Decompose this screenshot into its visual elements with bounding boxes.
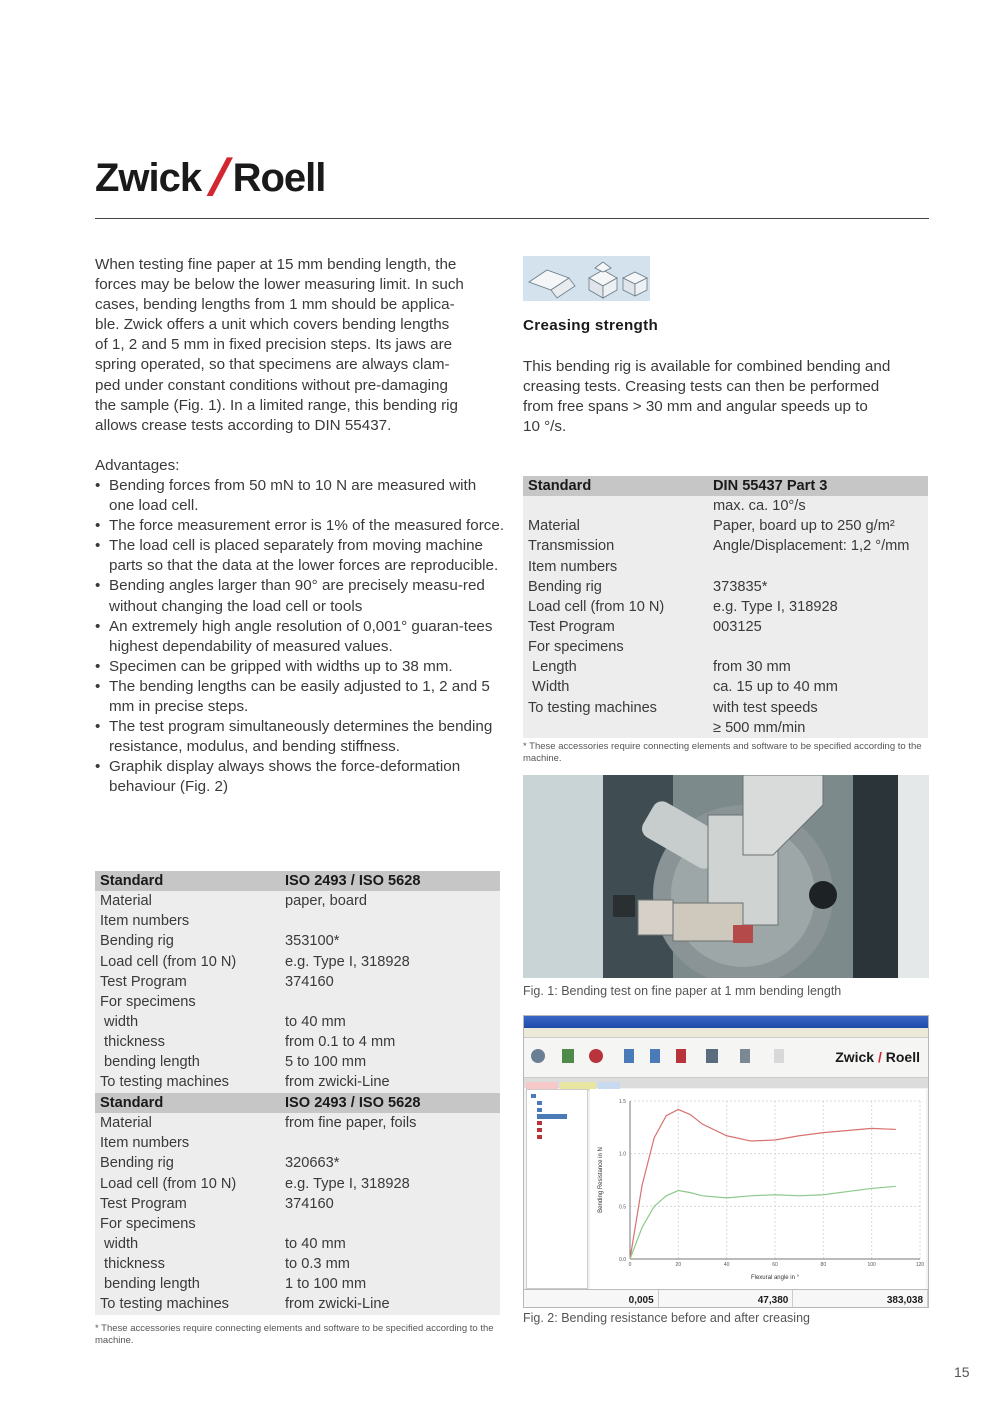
spec-row	[95, 1174, 500, 1194]
spec-value: 5 to 100 mm	[285, 1054, 367, 1071]
spec-key: Item numbers	[100, 913, 190, 930]
logo-roell: Roell	[232, 155, 326, 200]
window-titlebar	[524, 1016, 928, 1028]
spec-key: Test Program	[100, 1195, 187, 1212]
advantages-list	[95, 476, 505, 798]
spec-value: to 40 mm	[285, 1013, 346, 1030]
spec-table-1	[95, 871, 500, 1093]
spec-row	[95, 1153, 500, 1173]
spec-row	[523, 637, 928, 657]
fig2-caption: Fig. 2: Bending resistance before and after creasing	[523, 1311, 810, 1325]
screen-logo-zwick: Zwick	[835, 1049, 875, 1065]
spec-key: Bending rig	[528, 578, 602, 595]
status-value-3: 383,038	[886, 1295, 924, 1306]
spec-row	[523, 516, 928, 536]
advantage-item: • The force measurement error is 1% of the measured force.	[95, 516, 505, 536]
spec-value: 374160	[285, 973, 334, 990]
spec-row	[95, 1254, 500, 1274]
status-cell-2	[659, 1290, 794, 1307]
spec-table-2	[95, 1093, 500, 1315]
footnote-right: * These accessories require connecting elements and software to be specified according to the machine.	[523, 741, 922, 764]
advantage-item: • An extremely high angle resolution of 0,001° guaran-tees highest dependability of measured values.	[95, 617, 505, 657]
spec-value: 320663*	[285, 1155, 340, 1172]
intro-line: allows crease tests according to DIN 55437.	[95, 416, 392, 434]
footnote-left: * These accessories require connecting elements and software to be specified according to the machine.	[95, 1323, 494, 1346]
spec-key: Test Program	[100, 973, 187, 990]
spec-key: thickness	[100, 1034, 165, 1051]
fig1-caption: Fig. 1: Bending test on fine paper at 1 mm bending length	[523, 984, 842, 998]
spec-row	[95, 1274, 500, 1294]
spec-table-creasing	[523, 476, 928, 738]
spec-row	[95, 1052, 500, 1072]
spec-value: Paper, board up to 250 g/m²	[713, 518, 895, 535]
series-line-1	[630, 1109, 896, 1259]
spec-key: Width	[528, 679, 570, 696]
spec-key: Length	[528, 659, 577, 676]
spec-value: 373835*	[713, 578, 768, 595]
x-tick-label: 40	[723, 1262, 730, 1268]
spec-row	[95, 1234, 500, 1254]
spec-key: Bending rig	[100, 933, 174, 950]
spec-row	[95, 931, 500, 951]
intro-line: cases, bending lengths from 1 mm should be applica-	[95, 296, 455, 314]
zwick-roell-logo	[95, 150, 325, 206]
spec-key: Item numbers	[528, 558, 618, 575]
fig2-chart	[590, 1089, 926, 1289]
window-toolbar	[524, 1038, 928, 1078]
x-tick-label: 20	[675, 1262, 682, 1268]
advantage-item: • The load cell is placed separately from moving machine parts so that the data at the lower forces are reproducible.	[95, 536, 505, 576]
spec-row	[95, 1133, 500, 1153]
intro-column	[95, 255, 505, 797]
spec-key: To testing machines	[100, 1296, 229, 1313]
spec-value: Angle/Displacement: 1,2 °/mm	[713, 538, 910, 555]
intro-line: spring operated, so that specimens are always clam-	[95, 356, 450, 374]
spec-key: width	[100, 1235, 139, 1252]
spec-row	[523, 617, 928, 637]
spec-value: e.g. Type I, 318928	[285, 953, 410, 970]
spec-row	[95, 911, 500, 931]
x-tick-label: 60	[772, 1262, 778, 1268]
intro-line: ped under constant conditions without pre-damaging	[95, 376, 448, 394]
advantage-item: • The test program simultaneously determines the bending resistance, modulus, and bending stiffness.	[95, 717, 505, 757]
spec-value: to 0.3 mm	[285, 1256, 350, 1273]
spec-row	[95, 1194, 500, 1214]
spec-key	[523, 718, 713, 738]
spec-key: Test Program	[528, 618, 615, 635]
spec-value: with test speeds	[713, 699, 818, 716]
spec-value: paper, board	[285, 893, 367, 910]
spec-header-row	[523, 476, 928, 496]
intro-line: of 1, 2 and 5 mm in fixed precision steps. Its jaws are	[95, 336, 453, 354]
creasing-line: from free spans > 30 mm and angular speeds up to	[523, 398, 868, 416]
advantage-item: • Specimen can be gripped with widths up to 38 mm.	[95, 657, 505, 677]
spec-key: For specimens	[100, 993, 196, 1010]
advantage-item: • Bending angles larger than 90° are precisely measu-red without changing the load cell or tools	[95, 576, 505, 616]
spec-value: from 30 mm	[713, 659, 791, 676]
spec-value: 353100*	[285, 933, 340, 950]
x-axis-label: Flexural angle in °	[750, 1275, 800, 1281]
page-number: 15	[954, 1364, 970, 1380]
creasing-line: creasing tests. Creasing tests can then be performed	[523, 378, 880, 396]
intro-line: forces may be below the lower measuring limit. In such	[95, 276, 464, 294]
creasing-line: 10 °/s.	[523, 418, 567, 436]
spec-header-value: ISO 2493 / ISO 5628	[285, 873, 421, 889]
spec-row	[523, 577, 928, 597]
spec-row	[523, 677, 928, 697]
x-tick-label: 80	[820, 1262, 827, 1268]
logo-zwick: Zwick	[95, 155, 202, 200]
x-tick-label: 100	[867, 1262, 876, 1268]
spec-value: from fine paper, foils	[285, 1115, 417, 1132]
status-cell-1	[524, 1290, 659, 1307]
advantage-item: • The bending lengths can be easily adjusted to 1, 2 and 5 mm in precise steps.	[95, 677, 505, 717]
spec-header-value: ISO 2493 / ISO 5628	[285, 1095, 421, 1111]
spec-key: Load cell (from 10 N)	[100, 1175, 237, 1192]
spec-row	[523, 718, 928, 738]
intro-line: When testing fine paper at 15 mm bending length, the	[95, 256, 457, 273]
status-cell-3	[793, 1290, 928, 1307]
spec-value: ca. 15 up to 40 mm	[713, 679, 838, 696]
spec-key: thickness	[100, 1256, 165, 1273]
spec-row	[95, 891, 500, 911]
spec-row	[95, 992, 500, 1012]
spec-key: bending length	[100, 1054, 200, 1071]
spec-key: Material	[100, 1115, 152, 1132]
x-tick-label: 120	[915, 1262, 925, 1268]
intro-line: the sample (Fig. 1). In a limited range, this bending rig	[95, 396, 458, 414]
spec-value: from zwicki-Line	[285, 1074, 390, 1091]
spec-key: Material	[100, 893, 152, 910]
spec-row	[523, 557, 928, 577]
status-value-2: 47,380	[757, 1295, 789, 1306]
spec-row	[523, 496, 928, 516]
bending-chart-svg	[590, 1089, 926, 1289]
spec-row	[523, 698, 928, 718]
spec-key: To testing machines	[100, 1074, 229, 1091]
spec-header-key: Standard	[528, 478, 592, 494]
fig2-software-screenshot	[523, 1015, 929, 1308]
creasing-illustration-icon	[523, 256, 650, 301]
fig1-photo	[523, 775, 929, 978]
x-tick-label: 0	[628, 1262, 632, 1268]
spec-key: Bending rig	[100, 1155, 174, 1172]
intro-paragraph	[95, 255, 505, 436]
logo-slash: /	[207, 149, 229, 207]
spec-value: from 0.1 to 4 mm	[285, 1034, 396, 1051]
spec-value: e.g. Type I, 318928	[285, 1175, 410, 1192]
screen-logo: Zwick / Roell	[835, 1049, 920, 1065]
spec-value: 374160	[285, 1195, 334, 1212]
spec-header-key: Standard	[100, 873, 164, 889]
spec-key	[523, 496, 713, 516]
status-bar	[524, 1289, 928, 1307]
spec-row	[95, 1113, 500, 1133]
spec-key: Item numbers	[100, 1135, 190, 1152]
spec-value: from zwicki-Line	[285, 1296, 390, 1313]
spec-row	[95, 952, 500, 972]
spec-row	[95, 1032, 500, 1052]
y-tick-label: 0.5	[619, 1204, 626, 1211]
spec-value: e.g. Type I, 318928	[713, 598, 838, 615]
spec-value: 1 to 100 mm	[285, 1276, 367, 1293]
spec-row	[95, 972, 500, 992]
spec-key: width	[100, 1013, 139, 1030]
spec-key: Load cell (from 10 N)	[528, 598, 665, 615]
spec-key: Load cell (from 10 N)	[100, 953, 237, 970]
creasing-paragraph	[523, 357, 928, 437]
intro-line: ble. Zwick offers a unit which covers bending lengths	[95, 316, 450, 334]
advantages-title: Advantages:	[95, 456, 180, 474]
spec-value: max. ca. 10°/s	[713, 498, 806, 515]
y-tick-label: 1.5	[619, 1099, 626, 1105]
creasing-line: This bending rig is available for combined bending and	[523, 358, 891, 375]
spec-row	[95, 1072, 500, 1092]
spec-row	[95, 1294, 500, 1314]
specimen-tree	[526, 1089, 588, 1289]
y-tick-label: 1.0	[619, 1151, 626, 1158]
spec-key: For specimens	[528, 639, 624, 656]
spec-row	[523, 536, 928, 556]
spec-row	[523, 597, 928, 617]
spec-key: To testing machines	[528, 699, 657, 716]
spec-value: 003125	[713, 618, 762, 635]
spec-key: bending length	[100, 1276, 200, 1293]
screen-logo-roell: Roell	[885, 1049, 920, 1065]
spec-header-key: Standard	[100, 1095, 164, 1111]
header-rule	[95, 218, 929, 219]
spec-key: For specimens	[100, 1215, 196, 1232]
advantage-item: • Bending forces from 50 mN to 10 N are measured with one load cell.	[95, 476, 505, 516]
spec-row	[95, 1214, 500, 1234]
spec-header-value: DIN 55437 Part 3	[713, 478, 828, 494]
y-tick-label: 0.0	[619, 1257, 626, 1263]
spec-header-row	[95, 1093, 500, 1113]
window-menubar	[524, 1028, 928, 1038]
spec-key: Transmission	[528, 538, 615, 555]
spec-row	[523, 657, 928, 677]
spec-value: to 40 mm	[285, 1235, 346, 1252]
status-value-1: 0,005	[628, 1295, 654, 1306]
spec-row	[95, 1012, 500, 1032]
advantage-item: • Graphik display always shows the force-deformation behaviour (Fig. 2)	[95, 757, 505, 797]
spec-key: Material	[528, 518, 580, 535]
y-axis-label: Bending Resistance in N	[598, 1147, 604, 1213]
spec-value: ≥ 500 mm/min	[713, 719, 806, 736]
series-line-2	[630, 1186, 896, 1259]
spec-header-row	[95, 871, 500, 891]
creasing-title: Creasing strength	[523, 317, 659, 334]
